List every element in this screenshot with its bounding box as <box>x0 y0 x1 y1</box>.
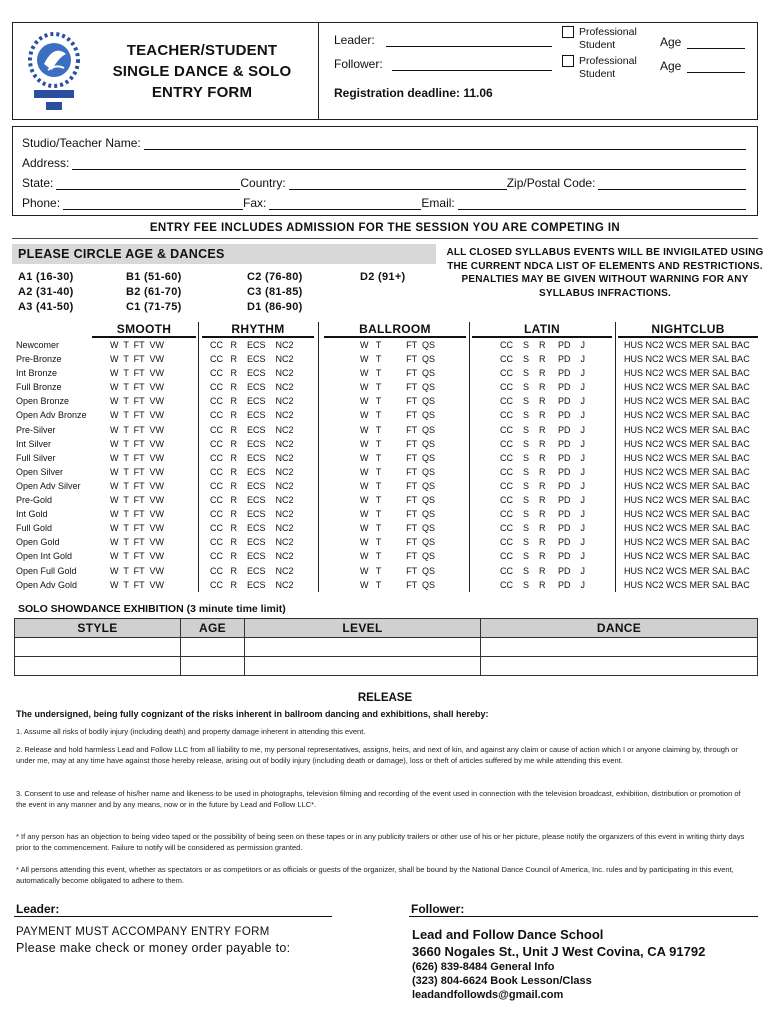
pro-student-checkbox-2[interactable] <box>562 55 574 67</box>
age-field-1[interactable] <box>660 35 745 49</box>
release-item-3: 3. Consent to use and release of his/her name and likeness to be used in photographs, television filming and recording of the event used in connection with the television broadcast, exhibition, distribution or promotion of the event in any manner and by any means, now or in the future by Lead and Follow LLC*. <box>16 789 741 809</box>
age-label-2: Age <box>660 59 682 73</box>
nightclub-dance-options[interactable]: HUS NC2 WCS MER SAL BAC <box>624 410 750 421</box>
smooth-dance-options[interactable]: W T FT VW <box>110 452 164 463</box>
circle-age-dances-heading: PLEASE CIRCLE AGE & DANCES <box>12 244 436 264</box>
level-label: Newcomer <box>16 340 60 350</box>
dance-header: DANCE <box>481 619 758 638</box>
latin-dance-options[interactable]: CC S R PD J <box>500 466 586 477</box>
ballroom-dance-options[interactable]: W T FT QS <box>360 523 436 534</box>
age-header: AGE <box>181 619 245 638</box>
smooth-dance-options[interactable]: W T FT VW <box>110 579 164 590</box>
nightclub-dance-options[interactable]: HUS NC2 WCS MER SAL BAC <box>624 368 750 379</box>
payable-to: Please make check or money order payable to: <box>16 941 291 955</box>
latin-dance-options[interactable]: CC S R PD J <box>500 382 586 393</box>
release-item-2: 2. Release and hold harmless Lead and Follow LLC from all liability to me, my personal representatives, assigns, heirs, and next of kin, and against any claim or cause of action which I or anyone claiming by, through or under me, may at any time have against those hereby release, arising out of bodily injury (including death or damage), loss or theft of articles suffered by me while attending this event. <box>16 745 738 765</box>
ballroom-dance-options[interactable]: W T FT QS <box>360 396 436 407</box>
smooth-dance-options[interactable]: W T FT VW <box>110 523 164 534</box>
age-line-2 <box>687 72 745 73</box>
smooth-dance-options[interactable]: W T FT VW <box>110 495 164 506</box>
column-separator <box>615 322 616 592</box>
release-note-video: * If any person has an objection to being video taped or the possibility of being seen on these tapes or in any publicity trailers or other use of his or her picture, please notify the organizers of this event in writing thirty days prior to the commencement. Failure to notify will be considered as permission granted. <box>16 832 745 852</box>
follower-line <box>392 70 552 71</box>
rhythm-dance-options[interactable]: CC R ECS NC2 <box>210 452 294 463</box>
age-label-1: Age <box>660 35 682 49</box>
ballroom-dance-options[interactable]: W T FT QS <box>360 551 436 562</box>
level-label: Open Adv Gold <box>16 579 78 590</box>
title-line-1: TEACHER/STUDENT <box>126 42 278 59</box>
smooth-dance-options[interactable]: W T FT VW <box>110 382 164 393</box>
school-info <box>412 926 705 1002</box>
latin-dance-options[interactable]: CC S R PD J <box>500 340 586 350</box>
teacher-name-field[interactable]: Studio/Teacher Name: <box>22 134 746 150</box>
pro-student-label-2: Professional Student <box>579 55 637 80</box>
ballroom-dance-options[interactable]: W T FT QS <box>360 579 436 590</box>
nightclub-dance-options[interactable]: HUS NC2 WCS MER SAL BAC <box>624 495 750 506</box>
ballroom-dance-options[interactable]: W T FT QS <box>360 537 436 548</box>
solo-showdance-table <box>14 618 758 676</box>
level-label: Open Gold <box>16 537 60 548</box>
rhythm-dance-options[interactable]: CC R ECS NC2 <box>210 579 294 590</box>
pro-student-label-1: Professional Student <box>579 26 637 51</box>
state-label: State: <box>22 176 54 190</box>
nightclub-dance-options[interactable]: HUS NC2 WCS MER SAL BAC <box>624 509 750 520</box>
age-group-col-c: C2 (76-80) C3 (81-85) D1 (86-90) <box>247 271 303 313</box>
leader-signature-label: Leader: <box>16 902 60 916</box>
smooth-dance-options[interactable]: W T FT VW <box>110 480 164 491</box>
latin-dance-options[interactable]: CC S R PD J <box>500 565 586 576</box>
nightclub-dance-options[interactable]: HUS NC2 WCS MER SAL BAC <box>624 565 750 576</box>
level-label: Pre-Bronze <box>16 354 62 365</box>
ballroom-dance-options[interactable]: W T FT QS <box>360 438 436 449</box>
follower-field[interactable] <box>334 57 552 71</box>
form-title <box>96 40 308 103</box>
nightclub-dance-options[interactable]: HUS NC2 WCS MER SAL BAC <box>624 537 750 548</box>
zip-label: Zip/Postal Code: <box>506 176 596 190</box>
rhythm-dance-options[interactable]: CC R ECS NC2 <box>210 466 294 477</box>
smooth-dance-options[interactable]: W T FT VW <box>110 551 164 562</box>
release-heading: RELEASE <box>357 692 413 704</box>
nightclub-dance-options[interactable]: HUS NC2 WCS MER SAL BAC <box>624 340 750 350</box>
rhythm-dance-options[interactable]: CC R ECS NC2 <box>210 424 294 435</box>
level-label: Open Adv Bronze <box>16 410 87 421</box>
fax-label: Fax: <box>243 196 267 210</box>
latin-dance-options[interactable]: CC S R PD J <box>500 424 586 435</box>
latin-dance-options[interactable]: CC S R PD J <box>500 368 586 379</box>
nightclub-dance-options[interactable]: HUS NC2 WCS MER SAL BAC <box>624 579 750 590</box>
level-label: Open Full Gold <box>16 565 77 576</box>
level-label: Full Silver <box>16 452 56 463</box>
ballroom-dance-options[interactable]: W T FT QS <box>360 382 436 393</box>
rhythm-dance-options[interactable]: CC R ECS NC2 <box>210 438 294 449</box>
level-label: Open Adv Silver <box>16 480 81 491</box>
latin-dance-options[interactable]: CC S R PD J <box>500 495 586 506</box>
level-label: Open Int Gold <box>16 551 73 562</box>
level-label: Pre-Silver <box>16 424 56 435</box>
title-line-2: SINGLE DANCE & SOLO <box>112 63 292 80</box>
release-note-ndca: * All persons attending this event, whether as spectators or as competitors or as officials or guests of the organizer, shall be bound by the National Dance Council of America, Inc. rules and by participating in this event, automatically become obligated to adhere to them. <box>16 865 734 885</box>
nightclub-dance-options[interactable]: HUS NC2 WCS MER SAL BAC <box>624 354 750 365</box>
age-group-col-b: B1 (51-60) B2 (61-70) C1 (71-75) <box>126 271 182 313</box>
ballroom-dance-options[interactable]: W T FT QS <box>360 565 436 576</box>
smooth-dance-options[interactable]: W T FT VW <box>110 537 164 548</box>
age-group-col-d: D2 (91+) <box>360 271 406 283</box>
follower-signature-line[interactable] <box>409 916 758 917</box>
ballroom-header: BALLROOM <box>324 322 466 338</box>
smooth-dance-options[interactable]: W T FT VW <box>110 368 164 379</box>
email-label: Email: <box>421 196 455 210</box>
column-separator <box>198 322 199 592</box>
level-label: Open Bronze <box>16 396 70 407</box>
registration-deadline: Registration deadline: 11.06 <box>334 86 493 100</box>
latin-dance-options[interactable]: CC S R PD J <box>500 354 586 365</box>
level-column <box>16 338 94 592</box>
latin-dance-options[interactable]: CC S R PD J <box>500 438 586 449</box>
entry-fee-notice: ENTRY FEE INCLUDES ADMISSION FOR THE SESSION YOU ARE COMPETING IN <box>149 222 621 234</box>
leader-field[interactable] <box>334 33 552 47</box>
smooth-header: SMOOTH <box>92 322 196 338</box>
level-label: Pre-Gold <box>16 495 53 506</box>
smooth-column[interactable] <box>110 338 164 592</box>
level-label: Full Bronze <box>16 382 62 393</box>
school-email: leadandfollowds@gmail.com <box>412 989 564 1001</box>
smooth-dance-options[interactable]: W T FT VW <box>110 396 164 407</box>
smooth-dance-options[interactable]: W T FT VW <box>110 466 164 477</box>
age-field-2[interactable] <box>660 59 745 73</box>
style-header: STYLE <box>15 619 181 638</box>
age-group-col-a: A1 (16-30) A2 (31-40) A3 (41-50) <box>18 271 74 313</box>
nightclub-dance-options[interactable]: HUS NC2 WCS MER SAL BAC <box>624 452 750 463</box>
smooth-dance-options[interactable]: W T FT VW <box>110 354 164 365</box>
rhythm-dance-options[interactable]: CC R ECS NC2 <box>210 382 294 393</box>
nightclub-dance-options[interactable]: HUS NC2 WCS MER SAL BAC <box>624 382 750 393</box>
level-label: Int Bronze <box>16 368 58 379</box>
rhythm-dance-options[interactable]: CC R ECS NC2 <box>210 551 294 562</box>
nightclub-dance-options[interactable]: HUS NC2 WCS MER SAL BAC <box>624 396 750 407</box>
lead-and-follow-logo <box>22 24 86 114</box>
smooth-dance-options[interactable]: W T FT VW <box>110 410 164 421</box>
rhythm-header: RHYTHM <box>202 322 314 338</box>
smooth-dance-options[interactable]: W T FT VW <box>110 438 164 449</box>
ballroom-dance-options[interactable]: W T FT QS <box>360 495 436 506</box>
ballroom-dance-options[interactable]: W T FT QS <box>360 410 436 421</box>
ballroom-dance-options[interactable]: W T FT QS <box>360 452 436 463</box>
ballroom-dance-options[interactable]: W T FT QS <box>360 509 436 520</box>
school-phone-lessons: (323) 804-6624 Book Lesson/Class <box>412 975 592 987</box>
divider <box>12 238 758 239</box>
latin-dance-options[interactable]: CC S R PD J <box>500 480 586 491</box>
school-address: 3660 Nogales St., Unit J West Covina, CA 91792 <box>412 944 706 959</box>
latin-dance-options[interactable]: CC S R PD J <box>500 579 586 590</box>
level-header: LEVEL <box>245 619 481 638</box>
rhythm-dance-options[interactable]: CC R ECS NC2 <box>210 396 294 407</box>
latin-dance-options[interactable]: CC S R PD J <box>500 396 586 407</box>
column-separator <box>318 322 319 592</box>
school-phone-general: (626) 839-8484 General Info <box>412 961 555 973</box>
school-name: Lead and Follow Dance School <box>412 927 604 942</box>
release-item-1: 1. Assume all risks of bodily injury (including death) and property damage inherent in attending this event. <box>16 727 366 736</box>
leader-line <box>386 46 552 47</box>
rhythm-dance-options[interactable]: CC R ECS NC2 <box>210 354 294 365</box>
rhythm-dance-options[interactable]: CC R ECS NC2 <box>210 368 294 379</box>
ballroom-dance-options[interactable]: W T FT QS <box>360 368 436 379</box>
level-label: Full Gold <box>16 523 53 534</box>
nightclub-dance-options[interactable]: HUS NC2 WCS MER SAL BAC <box>624 523 750 534</box>
table-row <box>15 638 758 657</box>
rhythm-column[interactable] <box>210 338 294 592</box>
level-label: Int Gold <box>16 509 48 520</box>
table-row <box>15 657 758 676</box>
follower-signature-label: Follower: <box>411 902 465 916</box>
age-line-1 <box>687 48 745 49</box>
header-divider <box>318 22 319 120</box>
latin-dance-options[interactable]: CC S R PD J <box>500 410 586 421</box>
level-label: Int Silver <box>16 438 52 449</box>
latin-dance-options[interactable]: CC S R PD J <box>500 537 586 548</box>
payment-notice: PAYMENT MUST ACCOMPANY ENTRY FORM <box>16 926 270 938</box>
rhythm-dance-options[interactable]: CC R ECS NC2 <box>210 340 294 350</box>
ballroom-dance-options[interactable]: W T FT QS <box>360 424 436 435</box>
latin-dance-options[interactable]: CC S R PD J <box>500 452 586 463</box>
smooth-dance-options[interactable]: W T FT VW <box>110 509 164 520</box>
latin-dance-options[interactable]: CC S R PD J <box>500 509 586 520</box>
leader-label: Leader: <box>334 33 375 47</box>
leader-signature-line[interactable] <box>14 916 332 917</box>
address-field[interactable]: Address: <box>22 154 746 170</box>
smooth-dance-options[interactable]: W T FT VW <box>110 565 164 576</box>
follower-label: Follower: <box>334 57 383 71</box>
solo-showdance-title: SOLO SHOWDANCE EXHIBITION (3 minute time limit) <box>18 603 286 615</box>
rhythm-dance-options[interactable]: CC R ECS NC2 <box>210 565 294 576</box>
latin-dance-options[interactable]: CC S R PD J <box>500 551 586 562</box>
rhythm-dance-options[interactable]: CC R ECS NC2 <box>210 495 294 506</box>
latin-header: LATIN <box>472 322 612 338</box>
rhythm-dance-options[interactable]: CC R ECS NC2 <box>210 537 294 548</box>
smooth-dance-options[interactable]: W T FT VW <box>110 340 164 350</box>
nightclub-dance-options[interactable]: HUS NC2 WCS MER SAL BAC <box>624 480 750 491</box>
pro-student-checkbox-1[interactable] <box>562 26 574 38</box>
level-label: Open Silver <box>16 466 64 477</box>
smooth-dance-options[interactable]: W T FT VW <box>110 424 164 435</box>
latin-column[interactable] <box>500 338 585 592</box>
country-label: Country: <box>240 176 286 190</box>
rhythm-dance-options[interactable]: CC R ECS NC2 <box>210 523 294 534</box>
nightclub-dance-options[interactable]: HUS NC2 WCS MER SAL BAC <box>624 551 750 562</box>
ballroom-dance-options[interactable]: W T FT QS <box>360 480 436 491</box>
rhythm-dance-options[interactable]: CC R ECS NC2 <box>210 410 294 421</box>
syllabus-notice: ALL CLOSED SYLLABUS EVENTS WILL BE INVIGILATED USING THE CURRENT NDCA LIST OF ELEMENTS AND RESTRICTIONS. PENALTIES MAY BE GIVEN WITHOUT WARNING FOR ANY SYLLABUS INFRACTIONS. <box>446 247 764 299</box>
latin-dance-options[interactable]: CC S R PD J <box>500 523 586 534</box>
rhythm-dance-options[interactable]: CC R ECS NC2 <box>210 509 294 520</box>
ballroom-dance-options[interactable]: W T FT QS <box>360 340 436 350</box>
ballroom-dance-options[interactable]: W T FT QS <box>360 354 436 365</box>
column-separator <box>469 322 470 592</box>
nightclub-dance-options[interactable]: HUS NC2 WCS MER SAL BAC <box>624 466 750 477</box>
title-line-3: ENTRY FORM <box>151 84 253 101</box>
ballroom-column[interactable] <box>360 338 435 592</box>
phone-fax-email-row <box>22 194 746 210</box>
state-country-zip-row <box>22 174 746 190</box>
phone-label: Phone: <box>22 196 61 210</box>
release-intro: The undersigned, being fully cognizant of the risks inherent in ballroom dancing and exhibitions, shall hereby: <box>16 709 489 719</box>
payment-info <box>16 924 290 956</box>
nightclub-header: NIGHTCLUB <box>618 322 758 338</box>
nightclub-column[interactable] <box>624 338 750 592</box>
ballroom-dance-options[interactable]: W T FT QS <box>360 466 436 477</box>
studio-fields <box>22 134 746 210</box>
nightclub-dance-options[interactable]: HUS NC2 WCS MER SAL BAC <box>624 438 750 449</box>
rhythm-dance-options[interactable]: CC R ECS NC2 <box>210 480 294 491</box>
nightclub-dance-options[interactable]: HUS NC2 WCS MER SAL BAC <box>624 424 750 435</box>
